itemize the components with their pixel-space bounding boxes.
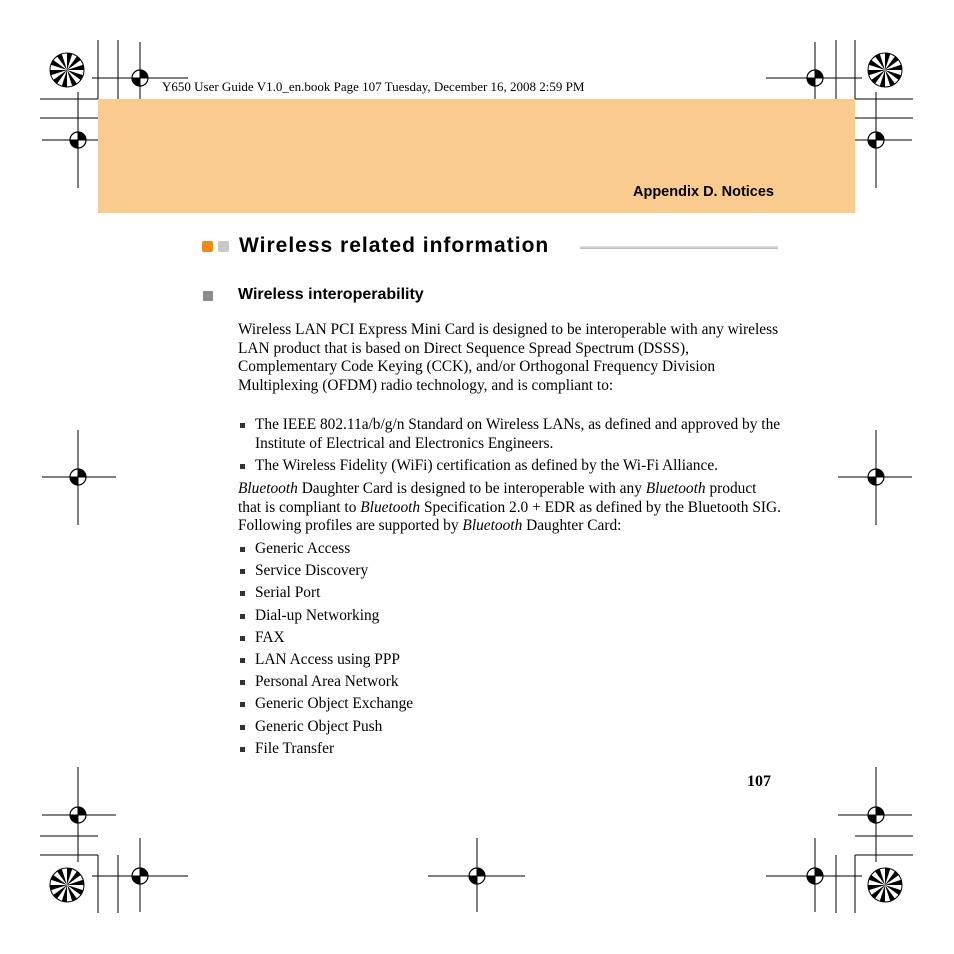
list-item: Generic Object Exchange <box>238 695 783 717</box>
list-item: Dial-up Networking <box>238 607 783 629</box>
chapter-title: Appendix D. Notices <box>633 184 774 200</box>
bluetooth-text: Specification 2.0 + EDR as defined by the Bluetooth SIG. Following profiles are supported by <box>238 498 782 534</box>
list-item: Serial Port <box>238 584 783 606</box>
bluetooth-paragraph <box>238 480 783 536</box>
list-item: Generic Object Push <box>238 718 783 740</box>
bluetooth-term: Bluetooth <box>645 480 706 497</box>
profiles-list <box>238 540 783 762</box>
list-item: Personal Area Network <box>238 673 783 695</box>
bluetooth-term: Bluetooth <box>238 480 298 497</box>
list-item: LAN Access using PPP <box>238 651 783 673</box>
list-item: File Transfer <box>238 740 783 762</box>
list-item: The Wireless Fidelity (WiFi) certification as defined by the Wi-Fi Alliance. <box>238 457 783 476</box>
orange-square-icon <box>202 241 213 252</box>
compliance-list <box>238 416 783 480</box>
bluetooth-term: Bluetooth <box>360 498 421 516</box>
gray-square-icon <box>218 241 229 252</box>
square-bullet-icon <box>203 291 213 301</box>
bluetooth-text: Daughter Card: <box>522 517 622 534</box>
list-item: The IEEE 802.11a/b/g/n Standard on Wireless LANs, as defined and approved by the Institute of Electrical and Electronics Engineers. <box>238 416 783 453</box>
section-title: Wireless related information <box>239 234 550 257</box>
intro-paragraph: Wireless LAN PCI Express Mini Card is designed to be interoperable with any wireless LAN product that is based on Direct Sequence Spread Spectrum (DSSS), Complementary Code Keying (CCK), and/or Orthogonal Frequency Division Multiplexing (OFDM) radio technology, and is compliant to: <box>238 321 779 394</box>
book-file-info: Y650 User Guide V1.0_en.book Page 107 Tuesday, December 16, 2008 2:59 PM <box>162 79 585 94</box>
bluetooth-text: product that is compliant to <box>238 480 757 516</box>
bluetooth-term: Bluetooth <box>462 517 523 534</box>
list-item: FAX <box>238 629 783 651</box>
bluetooth-text: Daughter Card is designed to be interoperable with any <box>297 480 646 497</box>
page-number: 107 <box>747 773 771 790</box>
section-title-row <box>202 234 778 262</box>
subheading: Wireless interoperability <box>238 286 424 303</box>
list-item: Service Discovery <box>238 562 783 584</box>
list-item: Generic Access <box>238 540 783 562</box>
title-rule <box>580 246 778 249</box>
